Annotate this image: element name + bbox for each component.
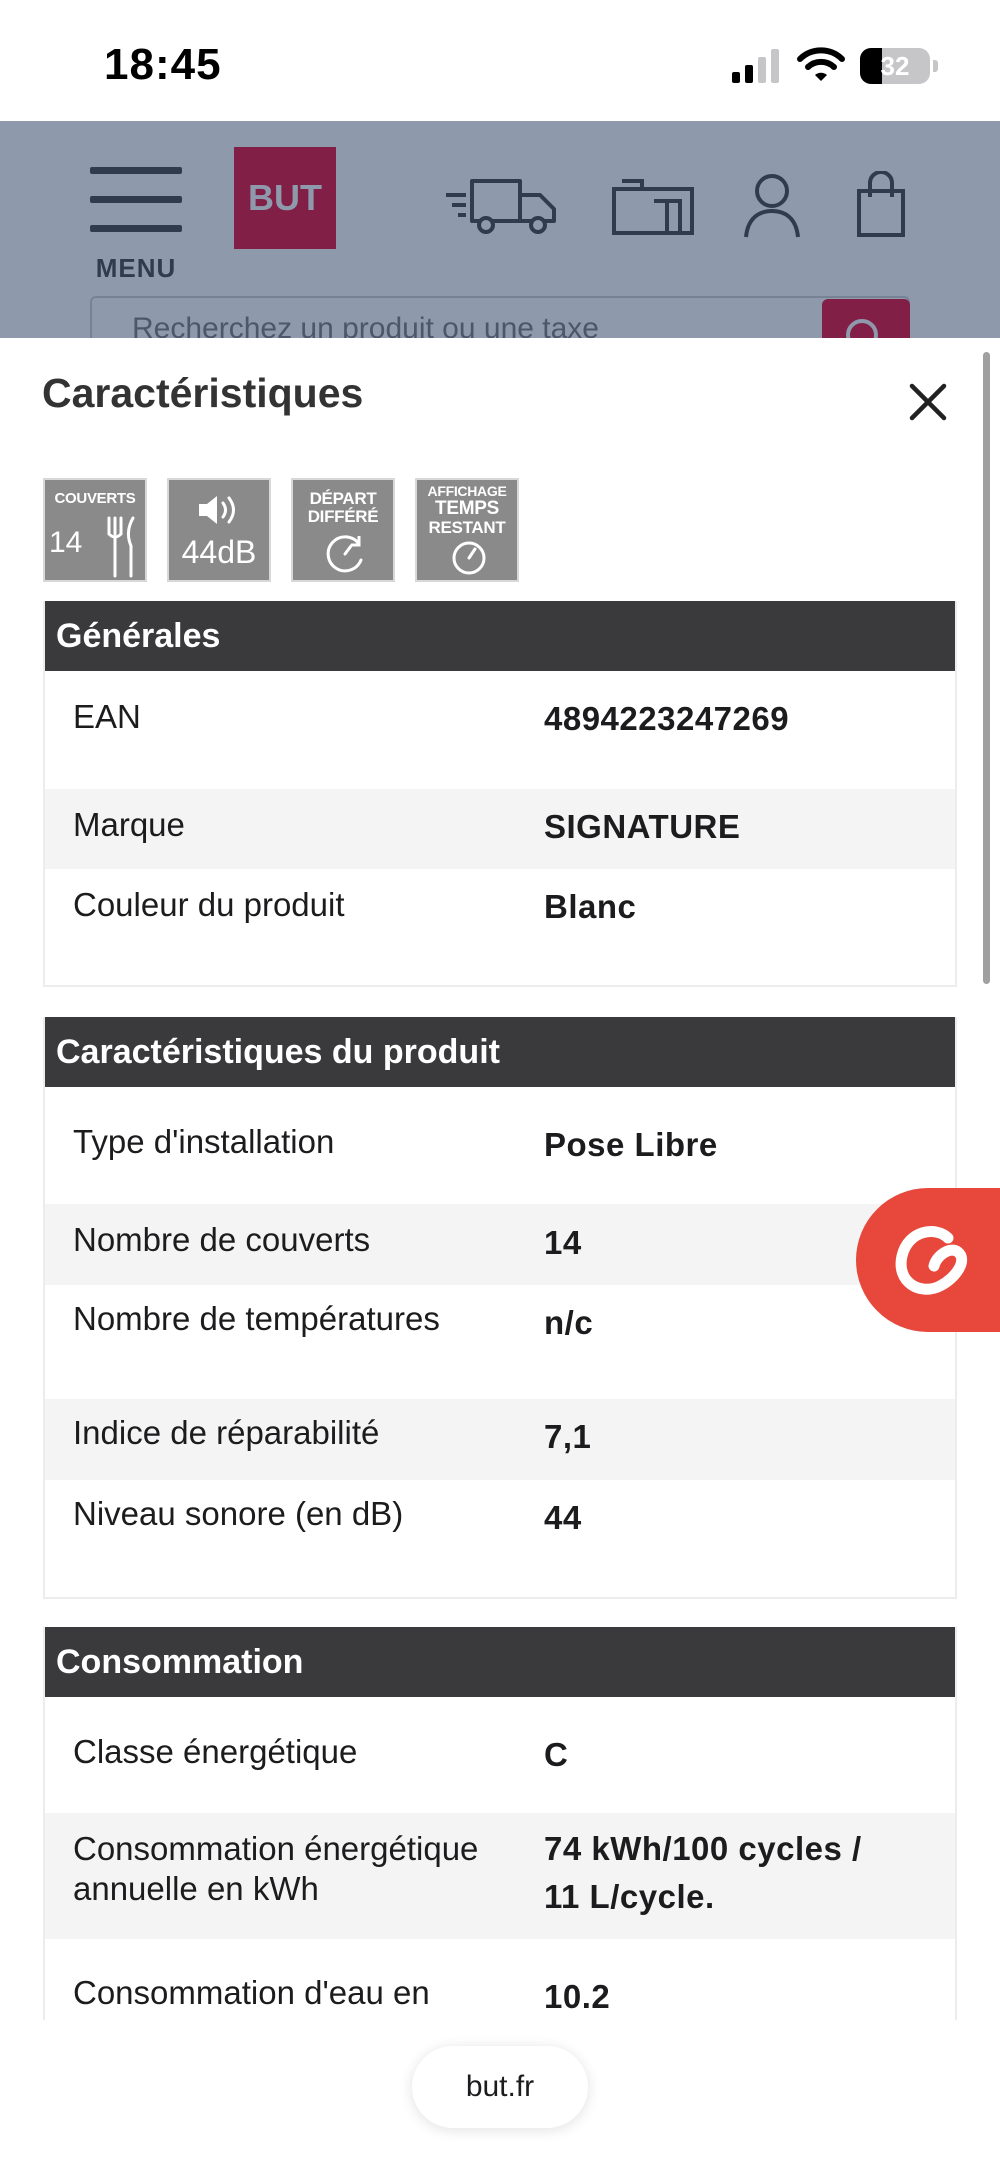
- row-value: n/c: [544, 1304, 594, 1341]
- panel-title: Caractéristiques: [42, 370, 364, 416]
- row-value: 10.2: [544, 1978, 611, 2015]
- section-header: Caractéristiques du produit: [45, 1017, 955, 1087]
- table-row: [45, 671, 955, 789]
- delayed-start-feature-icon: [291, 478, 395, 582]
- row-value: 44: [544, 1499, 582, 1536]
- table-row: [45, 869, 955, 985]
- feature-label: RESTANT: [428, 518, 506, 537]
- feature-label: COUVERTS: [54, 490, 136, 507]
- table-row: [45, 1697, 955, 1813]
- status-bar: [0, 0, 1000, 121]
- row-value: Pose Libre: [544, 1126, 718, 1163]
- row-label: Niveau sonore (en dB): [73, 1495, 404, 1532]
- row-label: Consommation d'eau en: [73, 1974, 430, 2011]
- feature-label: DIFFÉRÉ: [307, 507, 379, 526]
- battery-icon: [860, 48, 938, 84]
- feature-label: TEMPS: [435, 498, 499, 519]
- table-row: [45, 1204, 955, 1285]
- battery-nub: [933, 60, 938, 72]
- section-header: Générales: [45, 601, 955, 671]
- noise-level-feature-icon: [167, 478, 271, 582]
- url-bar[interactable]: but.fr: [412, 2046, 588, 2128]
- timer-clock-icon: [451, 540, 487, 576]
- dim-overlay[interactable]: [0, 121, 1000, 341]
- section-header: Consommation: [45, 1627, 955, 1697]
- close-icon: [912, 386, 944, 418]
- row-label: Couleur du produit: [73, 886, 345, 923]
- table-row: [45, 1480, 955, 1597]
- row-label: EAN: [73, 698, 141, 735]
- characteristics-panel: [0, 338, 1000, 2020]
- delayed-start-clock-icon: [323, 532, 367, 576]
- table-row: [45, 1087, 955, 1204]
- table-row: [45, 1399, 955, 1480]
- row-label: annuelle en kWh: [73, 1870, 319, 1907]
- feature-label: AFFICHAGE: [427, 483, 507, 499]
- row-value: Blanc: [544, 888, 637, 925]
- row-label: Classe énergétique: [73, 1733, 358, 1770]
- section-consommation: [43, 1627, 957, 2020]
- row-value: 74 kWh/100 cycles /: [544, 1830, 862, 1867]
- row-value: 7,1: [544, 1418, 592, 1455]
- row-label: Indice de réparabilité: [73, 1414, 380, 1451]
- table-row: [45, 789, 955, 869]
- feature-value: 14: [49, 526, 83, 559]
- status-time: 18:45: [104, 40, 222, 89]
- speaker-icon: [195, 492, 245, 528]
- row-value: 14: [544, 1224, 582, 1261]
- row-label: Nombre de températures: [73, 1300, 440, 1337]
- table-row: [45, 1285, 955, 1399]
- close-button[interactable]: [898, 372, 958, 432]
- row-label: Nombre de couverts: [73, 1221, 371, 1258]
- row-value: 4894223247269: [544, 700, 790, 737]
- row-label: Consommation énergétique: [73, 1830, 479, 1867]
- scrollbar[interactable]: [983, 352, 990, 984]
- row-value: SIGNATURE: [544, 808, 741, 845]
- feature-label: DÉPART: [309, 489, 377, 508]
- browser-bottom-bar: [0, 2020, 1000, 2165]
- fork-knife-icon: [103, 516, 143, 578]
- battery-body: [860, 48, 930, 84]
- chat-button[interactable]: [856, 1188, 1000, 1332]
- section-caracteristiques-produit: [43, 1017, 957, 1599]
- row-value: 11 L/cycle.: [544, 1878, 715, 1915]
- row-label: Type d'installation: [73, 1123, 335, 1160]
- row-label: Marque: [73, 806, 185, 843]
- table-row: [45, 1939, 955, 2020]
- battery-level: 32: [880, 51, 910, 81]
- section-generales: [43, 601, 957, 987]
- chat-logo-icon: [878, 1212, 988, 1312]
- time-remaining-feature-icon: [415, 478, 519, 582]
- row-value: C: [544, 1736, 569, 1773]
- feature-value: 44dB: [181, 534, 257, 570]
- signal-icon: [730, 48, 782, 84]
- couverts-feature-icon: [43, 478, 147, 582]
- wifi-icon: [797, 46, 845, 84]
- table-row: [45, 1813, 955, 1939]
